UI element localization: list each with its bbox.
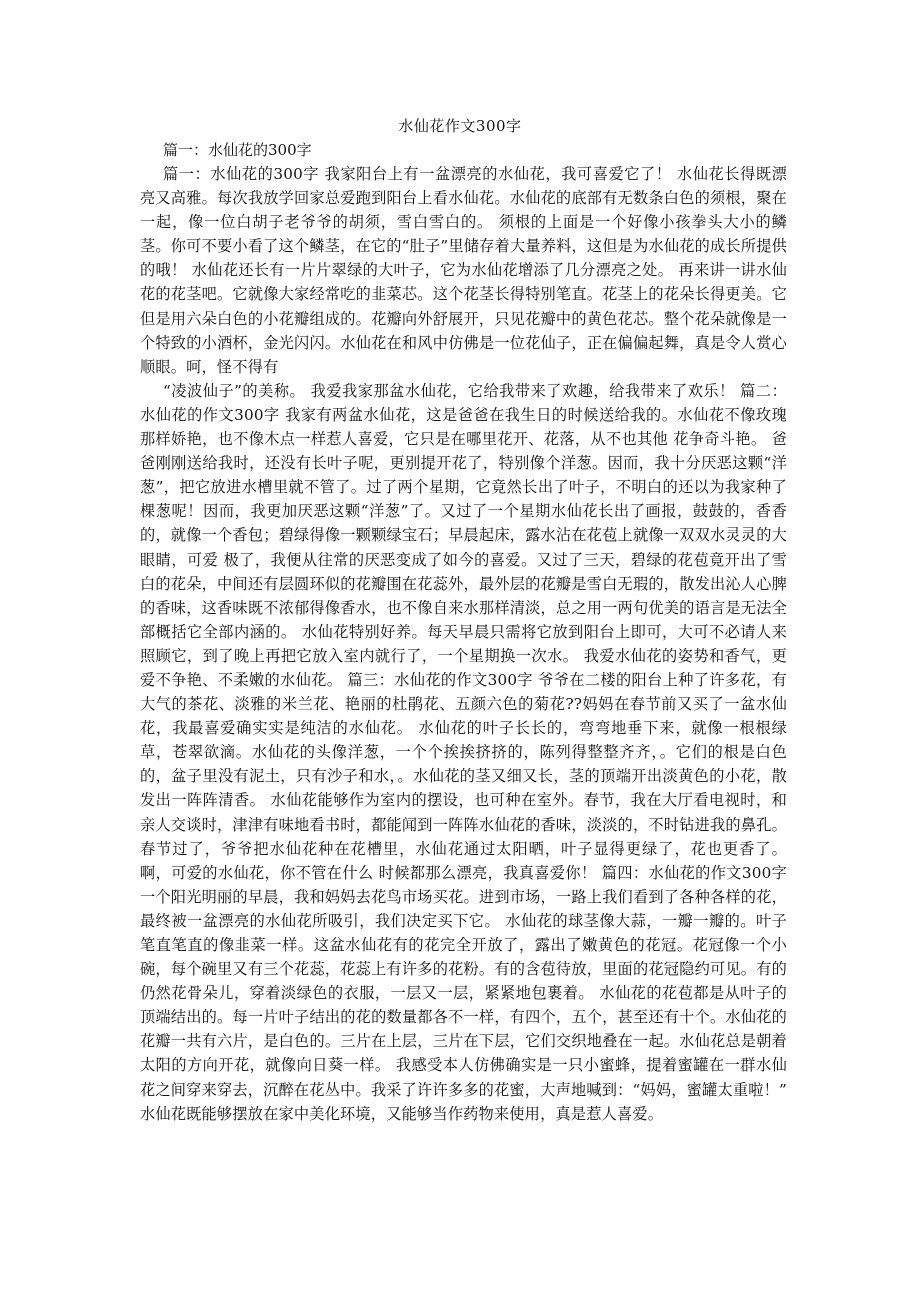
document-title: 水仙花作文300字: [398, 117, 522, 135]
section-heading: 篇一：水仙花的300字: [163, 141, 312, 159]
document-body: [140, 162, 787, 1126]
body-paragraph-1: 篇一：水仙花的300字 我家阳台上有一盆漂亮的水仙花，我可喜爱它了！ 水仙花长得既漂亮又高雅。每次我放学回家总爱跑到阳台上看水仙花。水仙花的底部有无数条白色的须根，聚在一起，像一位白胡子老爷爷的胡须，雪白雪白的。 须根的上面是一个好像小孩拳头大小的鳞茎。你可不要小看了这个鳞茎，在它的“肚子”里储存着大量养料，这但是为水仙花的成长所提供的哦！ 水仙花还长有一片片翠绿的大叶子，它为水仙花增添了几分漂亮之处。 再来讲一讲水仙花的花茎吧。它就像大家经常吃的韭菜芯。这个花茎长得特别笔直。花茎上的花朵长得更美。它但是用六朵白色的小花瓣组成的。花瓣向外舒展开，只见花瓣中的黄色花芯。整个花朵就像是一个特致的小酒杯，金光闪闪。水仙花在和风中仿佛是一位花仙子，正在偏偏起舞，真是令人赏心顺眼。呵，怪不得有: [140, 165, 787, 376]
body-paragraph-2: “凌波仙子”的美称。 我爱我家那盆水仙花，它给我带来了欢趣，给我带来了欢乐！ 篇二：水仙花的作文300字 我家有两盆水仙花，这是爸爸在我生日的时候送给我的。水仙花不像玫瑰那样娇艳，也不像木点一样惹人喜爱，它只是在哪里花开、花落，从不也其他 花争奇斗艳。 爸爸刚刚送给我时，还没有长叶子呢，更别提开花了，特别像个洋葱。因而，我十分厌恶这颗“洋葱”，把它放进水槽里就不管了。过了两个星期，它竟然长出了叶子，不明白的还以为我家种了棵葱呢！因而，我更加厌恶这颗“洋葱”了。又过了一个星期水仙花长出了画报，鼓鼓的，香香的，就像一个香包；碧绿得像一颗颗绿宝石；早晨起床，露水沾在花苞上就像一双双水灵灵的大眼睛，可爱 极了，我便从往常的厌恶变成了如今的喜爱。又过了三天，碧绿的花苞竟开出了雪白的花朵，中间还有层圆环似的花瓣围在花蕊外，最外层的花瓣是雪白无瑕的，散发出沁人心脾的香味，这香味既不浓郁得像香水，也不像自来水那样清淡，总之用一两句优美的语言是无法全部概括它全部内涵的。 水仙花特别好养。每天早晨只需将它放到阳台上即可，大可不必请人来照顾它，到了晚上再把它放入室内就行了，一个星期换一次水。 我爱水仙花的姿势和香气，更爱不争艳、不柔嫩的水仙花。 篇三：水仙花的作文300字 爷爷在二楼的阳台上种了许多花，有大气的茶花、淡雅的米兰花、艳丽的杜鹃花、五颜六色的菊花??妈妈在春节前又买了一盆水仙花，我最喜爱确实实是纯洁的水仙花。 水仙花的叶子长长的，弯弯地垂下来，就像一根根绿草，苍翠欲滴。水仙花的头像洋葱，一个个挨挨挤挤的，陈列得整整齐齐，。它们的根是白色的，盆子里没有泥土，只有沙子和水，。水仙花的茎又细又长，茎的顶端开出淡黄色的小花，散发出一阵阵清香。 水仙花能够作为室内的摆设，也可种在室外。春节，我在大厅看电视时，和亲人交谈时，津津有味地看书时，都能闻到一阵阵水仙花的香味，淡淡的，不时钻进我的鼻孔。春节过了，爷爷把水仙花种在花槽里，水仙花通过太阳晒，叶子显得更绿了，花也更香了。 啊，可爱的水仙花，你不管在什么 时候都那么漂亮，我真喜爱你！ 篇四：水仙花的作文300字 一个阳光明丽的早晨，我和妈妈去花鸟市场买花。进到市场，一路上我们看到了各种各样的花，最终被一盆漂亮的水仙花所吸引，我们决定买下它。 水仙花的球茎像大蒜，一瓣一瓣的。叶子笔直笔直的像韭菜一样。这盆水仙花有的花完全开放了，露出了嫩黄色的花冠。花冠像一个小碗，每个碗里又有三个花蕊，花蕊上有许多的花粉。有的含苞待放，里面的花冠隐约可见。有的仍然花骨朵儿，穿着淡绿色的衣服，一层又一层，紧紧地包裹着。 水仙花的花苞都是从叶子的顶端结出的。每一片叶子结出的花的数量都各不一样，有四个，五个，甚至还有十个。水仙花的花瓣一共有六片，是白色的。三片在上层，三片在下层，它们交织地叠在一起。水仙花总是朝着太阳的方向开花，就像向日葵一样。 我感受本人仿佛确实是一只小蜜蜂，提着蜜罐在一群水仙花之间穿来穿去，沉醉在花丛中。我采了许许多多的花蜜，大声地喊到：“妈妈，蜜罐太重啦！” 水仙花既能够摆放在家中美化环境，又能够当作药物来使用，真是惹人喜爱。: [140, 381, 787, 1123]
